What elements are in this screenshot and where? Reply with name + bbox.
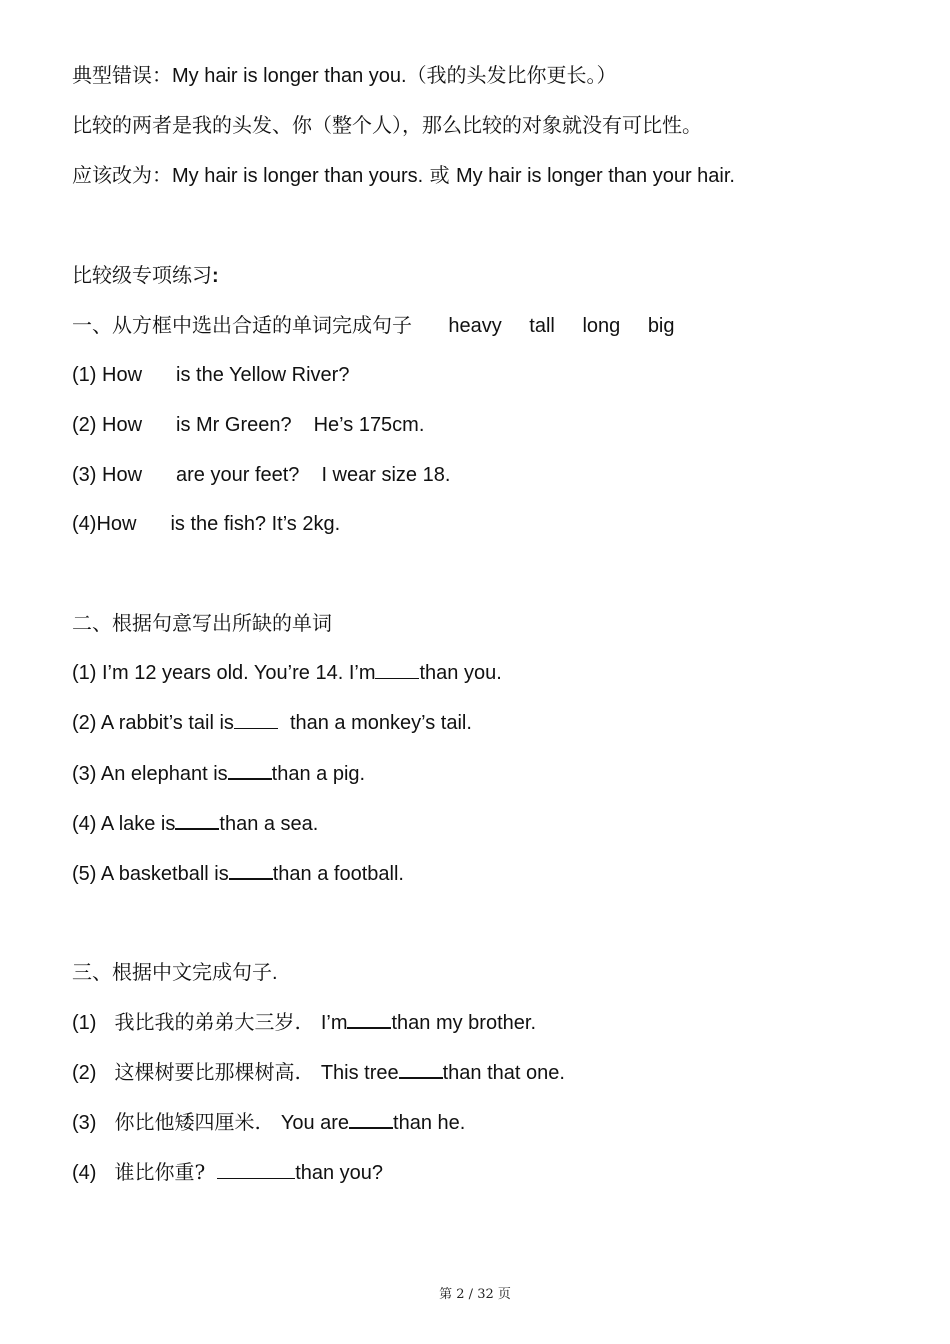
page-footer [0, 1286, 950, 1304]
item-number: (3) [72, 1112, 97, 1134]
question-stem: (1) I’m 12 years old. You’re 14. I’m [72, 662, 376, 684]
question-answer-hint: I wear size 18. [321, 464, 451, 486]
answer-blank[interactable] [217, 1160, 295, 1179]
question-stem: You are [280, 1112, 350, 1134]
chinese-prompt: 我比我的弟弟大三岁. [114, 1010, 301, 1034]
section3-heading: 三、根据中文完成句子 [72, 960, 272, 984]
item-number: (1) [72, 1012, 97, 1034]
question-rest: than that one. [442, 1062, 565, 1084]
word-bank-item: long [582, 315, 621, 337]
intro-line-1 [72, 62, 617, 89]
question-stem: (2) A rabbit’s tail is [72, 712, 234, 734]
question-stem: (3) An elephant is [72, 763, 228, 785]
practice-title-colon: : [212, 265, 219, 287]
intro-wrong-sentence: My hair is longer than you. [172, 65, 407, 87]
intro-conjunction: 或 [429, 163, 450, 187]
question-stem: This tree [320, 1062, 399, 1084]
word-bank-item: big [647, 315, 675, 337]
question-rest: than a sea. [219, 813, 319, 835]
question-rest: than a football. [272, 863, 404, 885]
question-stem: I’m [320, 1012, 348, 1034]
answer-blank[interactable] [234, 710, 278, 729]
question-answer-hint: He’s 175cm. [313, 414, 425, 436]
question-rest: is the Yellow River? [176, 364, 350, 386]
question-stem: (4) A lake is [72, 813, 176, 835]
section1-heading-line [72, 312, 675, 339]
intro-correct-sentence-2: My hair is longer than your hair. [455, 165, 735, 187]
intro-wrong-translation: （我的头发比你更长。） [406, 63, 617, 87]
footer-prefix: 第 [439, 1287, 453, 1302]
question-rest: than you? [295, 1162, 384, 1184]
word-bank [448, 315, 674, 337]
word-bank-item: tall [529, 315, 555, 337]
practice-title [72, 262, 219, 289]
question-stem: (3) How [72, 464, 143, 486]
section2-heading: 二、根据句意写出所缺的单词 [72, 611, 332, 635]
question-rest: is the fish? It’s 2kg. [170, 513, 341, 535]
answer-blank[interactable] [349, 1109, 393, 1129]
question-stem: (2) How [72, 414, 143, 436]
answer-blank[interactable] [229, 860, 273, 880]
question-stem: (4)How [72, 513, 137, 535]
question-rest: than a pig. [271, 763, 366, 785]
chinese-prompt: 谁比你重? [114, 1160, 206, 1184]
question-stem: (1) How [72, 364, 143, 386]
answer-blank[interactable] [347, 1009, 391, 1029]
footer-suffix: 页 [497, 1287, 511, 1302]
section2-item-3 [72, 760, 365, 787]
question-stem: (5) A basketball is [72, 863, 229, 885]
section3-heading-dot: . [272, 962, 278, 984]
section1-item-1 [72, 362, 349, 388]
answer-blank[interactable] [399, 1059, 443, 1079]
section1-item-2 [72, 412, 424, 438]
question-rest: than my brother. [391, 1012, 537, 1034]
footer-page-number: 2 [456, 1287, 465, 1302]
section2-item-1 [72, 660, 502, 686]
question-rest: than a monkey’s tail. [289, 712, 472, 734]
section3-item-2 [72, 1059, 565, 1086]
section3-item-3 [72, 1109, 465, 1136]
question-rest: is Mr Green? [176, 414, 292, 436]
chinese-prompt: 这棵树要比那棵树高. [114, 1060, 301, 1084]
intro-correct-sentence-1: My hair is longer than yours. [172, 165, 424, 187]
question-rest: than you. [419, 662, 502, 684]
section3-heading-line [72, 959, 278, 986]
intro-line-2: 比较的两者是我的头发、你（整个人），那么比较的对象就没有可比性。 [72, 113, 702, 137]
answer-blank[interactable] [375, 660, 419, 679]
item-number: (2) [72, 1062, 97, 1084]
footer-total-pages: 32 [477, 1287, 494, 1302]
intro-label-error: 典型错误： [72, 63, 172, 87]
intro-label-correct: 应该改为： [72, 163, 172, 187]
section1-item-4 [72, 511, 340, 537]
section2-item-5 [72, 860, 404, 887]
word-bank-item: heavy [448, 315, 502, 337]
section3-item-4 [72, 1159, 383, 1186]
answer-blank[interactable] [175, 810, 219, 830]
section1-item-3 [72, 462, 450, 488]
intro-line-3 [72, 162, 735, 189]
section2-item-4 [72, 810, 318, 837]
question-rest: than he. [393, 1112, 466, 1134]
chinese-prompt: 你比他矮四厘米. [114, 1110, 261, 1134]
answer-blank[interactable] [228, 760, 272, 780]
section2-item-2 [72, 710, 472, 736]
section3-item-1 [72, 1009, 536, 1036]
footer-separator: / [468, 1287, 474, 1302]
practice-title-text: 比较级专项练习 [72, 263, 212, 287]
question-rest: are your feet? [176, 464, 300, 486]
section1-heading: 一、从方框中选出合适的单词完成句子 [72, 313, 412, 337]
item-number: (4) [72, 1162, 97, 1184]
